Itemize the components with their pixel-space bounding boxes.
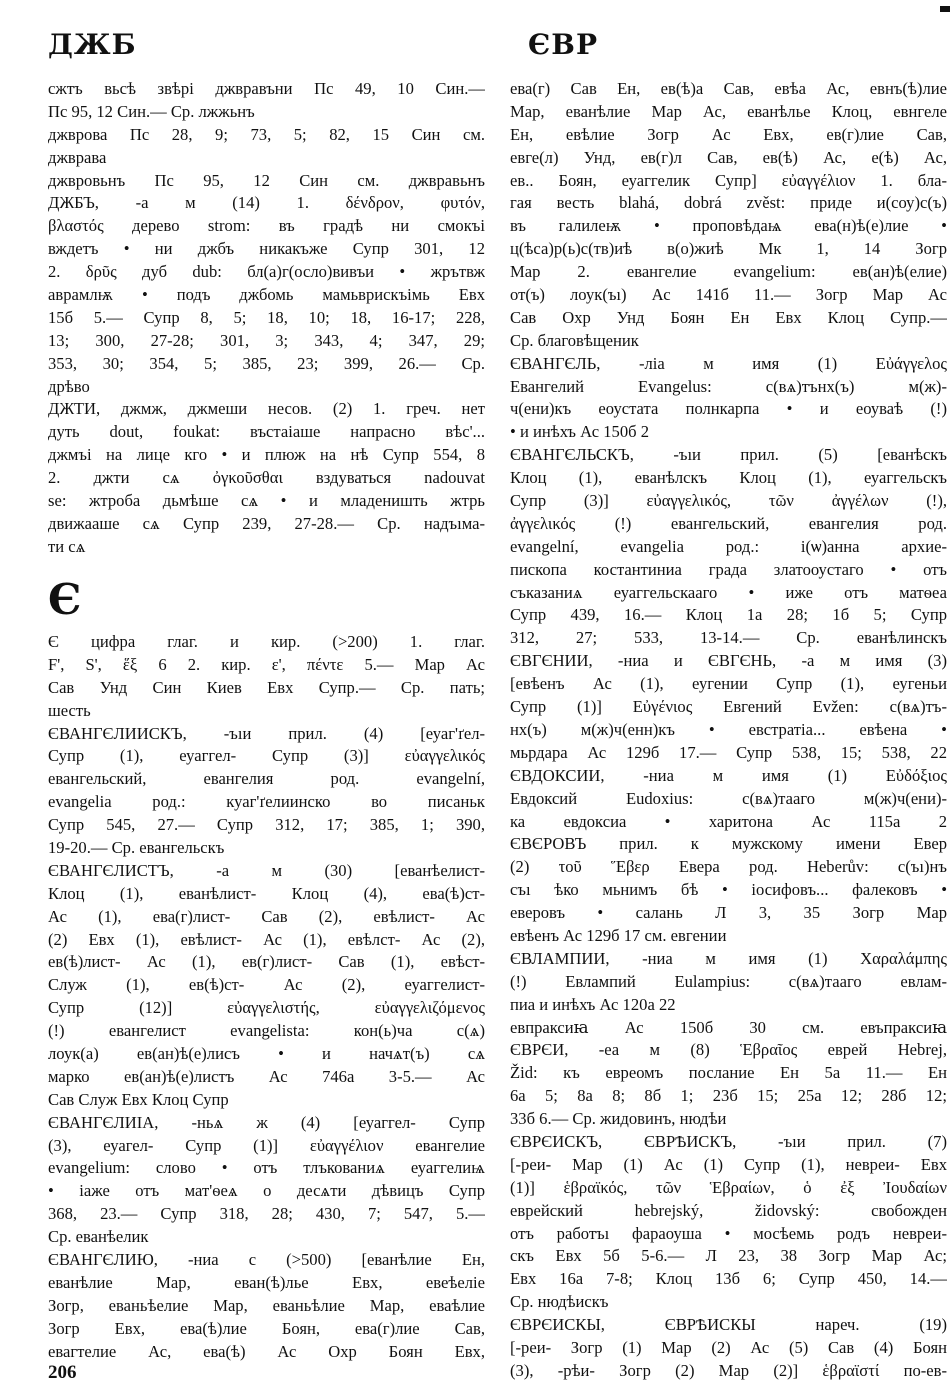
text-line: Є цифра глаг. и кир. (>200) 1. глаг. xyxy=(48,632,485,651)
text-line: [-реи- Зогр (1) Мар (2) Ас (5) Сав (4) Боян xyxy=(510,1337,947,1357)
text-line: евагтелие Ас, ева(ѣ) Ас Охр Боян Евх, xyxy=(48,1341,485,1361)
text-line: движааше сѧ Супр 239, 27-28.— Ср. надъıма- xyxy=(48,513,485,533)
text-line: Супр 439, 16.— Клоц 1а 28; 1б 5; Супр xyxy=(510,605,947,625)
text-line: Супр (3)] εὐαγγελικός, τῶν ἀγγέλων (!), xyxy=(510,491,947,511)
text-line: (!) Евлампий Eulampius: с(вѧ)тааго евлам- xyxy=(510,971,947,991)
text-line: ев.. Боян, еуаггелик Супр] εὐαγγέλιον 1. бла- xyxy=(510,170,947,190)
text-line: съı ѣко мьнимъ бѣ • іосифовъ... фалековъ • xyxy=(510,880,947,900)
text-line: вждетъ • ни джбъ никакъже Супр 301, 12 xyxy=(48,239,485,259)
text-line: Žid: къ евреомъ послание Ен 5а 11.— Ен xyxy=(510,1063,947,1083)
text-line: βλαστός дерево strom: въ градѣ ни смокъі xyxy=(48,216,485,236)
text-line: гая весть blahá, dobrá zvěst: приде и(соу)с(ъ) xyxy=(510,193,947,213)
corner-mark xyxy=(940,6,950,12)
text-line: • іаже отъ мат'ѳеѧ о десѧти дѣвицъ Супр xyxy=(48,1181,485,1201)
right-column xyxy=(510,78,947,1383)
text-line: ЄВЛАМПИИ, -ниа м имя (1) Χαραλάμπης xyxy=(510,948,947,968)
text-line: • и инѣхъ Ас 150б 2 xyxy=(510,422,650,442)
text-line: [евѣенъ Ас (1), еугении Супр (1), еугеньи xyxy=(510,674,947,694)
text-line: Ср. нюдѣискъ xyxy=(510,1292,609,1312)
text-line: Ас (1), ева(г)лист- Сав (2), евѣлист- Ас xyxy=(48,906,485,926)
text-line: ти сѧ xyxy=(48,536,86,556)
text-line: Супр (12)] εὐαγγελιστής, εὐαγγελιζόμενος xyxy=(48,998,485,1018)
text-line: Клоц (1), еванѣлскъ Клоц (1), еуаггельскъ xyxy=(510,468,947,488)
text-line: ЄВАНГЄЛЬСКЪ, -ъıи прил. (5) [еванѣскъ xyxy=(510,445,947,465)
text-line: ева(г) Сав Ен, ев(ѣ)а Сав, евѣа Ас, евнъ(ѣ)лие xyxy=(510,79,947,98)
text-line: ЄВРЄИСКЪ, ЄВРѢИСКЪ, -ъıи прил. (7) xyxy=(510,1131,947,1151)
text-line: сжтъ вьсѣ звѣрі джвравъни Пс 49, 10 Син.— xyxy=(48,79,485,98)
text-line: Евх 16а 7-8; Клоц 13б 6; Супр 450, 14.— xyxy=(510,1269,947,1289)
text-line: ЄВАНГЄЛИСТЪ, -а м (30) [еванѣелист- xyxy=(48,860,485,880)
text-line: евпраксиꙗ Ас 150б 30 см. евъпраксиꙗ xyxy=(510,1017,947,1037)
text-line: [-реи- Мар (1) Ас (1) Супр (1), невреи- Евх xyxy=(510,1154,947,1174)
text-line: Ен, евѣлие Зогр Ас Евх, ев(г)лие Сав, xyxy=(510,124,947,144)
text-line: (2) Евх (1), евѣлист- Ас (1), евѣлст- Ас (2), xyxy=(48,929,485,949)
text-line: (3), -рѣи- Зогр (2) Мар (2)] ἑβραϊστί по-ев- xyxy=(510,1360,947,1380)
text-line: evangelní, evangelia род.: і(ѡ)анна архие- xyxy=(510,536,947,556)
text-line: evangelia род.: куаг'ґелиинско во писаньк xyxy=(48,792,485,812)
text-line: въ галилеѭ • проповѣдаѩ ева(н)ѣ(е)лие • xyxy=(510,216,947,236)
text-line: evangelium: слово • отъ тлъкованиѧ еуаггелиѩ xyxy=(48,1158,485,1178)
text-line: еверовъ • салань Л 3, 35 Зогр Мар xyxy=(510,903,947,923)
text-line: ЄВРЄИСКЫ, ЄВРѢИСКЫ нареч. (19) xyxy=(510,1315,947,1335)
text-line: ев(ѣ)лист- Ас (1), ев(г)лист- Сав (1), евѣст- xyxy=(48,952,485,972)
text-line: джвровьнъ Пс 95, 12 Син см. джвравьнъ xyxy=(48,170,485,190)
text-line: (3), еуагел- Супр (1)] εὐαγγέλιον евангелие xyxy=(48,1135,485,1155)
left-column-top xyxy=(48,78,485,559)
text-line: ЄВДОКСИИ, -ниа м имя (1) Εὐδόξιος xyxy=(510,765,947,785)
text-line: ч(ени)къ еоустата полнкарпа • и еоуваѣ (!) xyxy=(510,399,947,419)
text-line: евѣенъ Ас 129б 17 см. евгении xyxy=(510,925,727,945)
text-line: 2. джти сѧ ὀγκοῦσθαι вздуваться nadouvat xyxy=(48,468,485,488)
text-line: Ср. еванѣелик xyxy=(48,1227,149,1247)
text-line: Евангелий Evangelus: с(вѧ)тънх(ъ) м(ж)- xyxy=(510,376,947,396)
text-line: евангельский, евангелия род. evangelní, xyxy=(48,769,485,789)
text-line: шесть xyxy=(48,700,91,720)
text-line: (2) τοῦ Ἕβερ Евера род. Heberův: с(ъı)нъ xyxy=(510,857,947,877)
text-line: 368, 23.— Супр 318, 28; 430, 7; 547, 5.— xyxy=(48,1204,485,1224)
text-line: ДЖТИ, джмж, джмеши несов. (2) 1. греч. нет xyxy=(48,399,485,419)
running-head-right: ЄВР xyxy=(528,28,598,61)
text-line: пиа и инѣхъ Ас 120а 22 xyxy=(510,994,676,1014)
text-line: 33б 6.— Ср. жидовинъ, нюдѣи xyxy=(510,1109,727,1129)
text-line: ЄВАНГЄЛЬ, -ліа м имя (1) Εὐάγγελος xyxy=(510,353,947,373)
text-line: джмъі на лице кго • и плюж на нѣ Супр 554, 8 xyxy=(48,445,485,465)
text-line: ЄВЄРОВЪ прил. к мужскому имени Евер xyxy=(510,834,947,854)
text-line: нх(ъ) м(ж)ч(енн)къ • евстратіа... евѣена • xyxy=(510,719,947,739)
text-line: 312, 27; 533, 13-14.— Ср. еванѣлинскъ xyxy=(510,628,947,648)
text-line: дуть dout, foukat: въстаіаше напрасно вѣс'... xyxy=(48,422,485,442)
text-line: (1)] ἑβραϊκός, τῶν Ἑβραίων, ὁ ἐξ Ἰουδαίων xyxy=(510,1177,947,1197)
text-line: ἀγγελικός (!) евангельский, евангелия род. xyxy=(510,513,947,533)
text-line: скъ Евх 5б 5-6.— Л 23, 38 Зогр Мар Ас; xyxy=(510,1246,947,1266)
text-line: Клоц (1), еванѣлист- Клоц (4), ева(ѣ)ст- xyxy=(48,883,485,903)
text-line: Ср. благовѣщеник xyxy=(510,330,639,350)
running-head-left: ДЖБ xyxy=(48,28,137,61)
text-line: 6а 5; 8а 8; 8б 1; 23б 15; 25а 12; 28б 12; xyxy=(510,1086,947,1106)
text-line: Зогр, еваньѣелие Мар, еваньѣлие Мар, еваѣлие xyxy=(48,1295,485,1315)
text-line: ЄВАНГЄЛИИСКЪ, -ъıи прил. (4) [еуаг'ґел- xyxy=(48,723,485,743)
text-line: 15б 5.— Супр 8, 5; 18, 10; 18, 16-17; 228, xyxy=(48,307,485,327)
text-line: Мар, еванѣлие Мар Ас, еванѣлье Клоц, евнгеле xyxy=(510,101,947,121)
text-line: ка евдоксиа • харитона Ас 115а 2 xyxy=(510,811,947,831)
text-line: Супр (1), еуаггел- Супр (3)] εὐαγγελικός xyxy=(48,746,485,766)
text-line: Евдоксий Eudoxius: с(вѧ)тааго м(ж)ч(ени)- xyxy=(510,788,947,808)
text-line: Супр (1)] Εὐγένιος Евгений Evžen: с(вѧ)тъ- xyxy=(510,697,947,717)
text-line: Зогр Евх, ева(ѣ)лие Боян, ева(г)лие Сав, xyxy=(48,1318,485,1338)
text-line: ЄВАНГЄЛИЮ, -ниа с (>500) [еванѣлие Ен, xyxy=(48,1250,485,1270)
text-line: Служ (1), ев(ѣ)ст- Ас (2), еуаггелист- xyxy=(48,975,485,995)
text-line: ЄВРЄИ, -еа м (8) Ἑβραῖος еврей Hebrej, xyxy=(510,1040,947,1060)
page-number: 206 xyxy=(48,1362,77,1383)
text-line: (!) евангелист evangelista: кон(ь)ча с(ѧ) xyxy=(48,1021,485,1041)
text-line: еванѣлие Мар, еван(ѣ)лье Евх, евеѣеліе xyxy=(48,1272,485,1292)
text-line: пископа костантиниа града златооустаго • отъ xyxy=(510,559,947,579)
text-line: джврава xyxy=(48,147,107,167)
left-column-bottom xyxy=(48,631,485,1364)
text-line: марко ев(ан)ѣ(е)листъ Ас 746а 3-5.— Ас xyxy=(48,1066,485,1086)
text-line: джврова Пс 28, 9; 73, 5; 82, 15 Син см. xyxy=(48,124,485,144)
text-line: мьрдара Ас 129б 17.— Супр 538, 15; 538, 22 xyxy=(510,742,947,762)
text-line: 13; 300, 27-28; 301, 3; 343, 4; 347, 29; xyxy=(48,330,485,350)
text-line: еврейский hebrejský, židovský: свобожден xyxy=(510,1200,947,1220)
text-line: Сав Унд Син Киев Евх Супр.— Ср. пать; xyxy=(48,677,485,697)
text-line: se: жтроба дьмѣше сѧ • и младеништь жтрь xyxy=(48,491,485,511)
text-line: Сав Охр Унд Боян Ен Евх Клоц Супр.— xyxy=(510,307,947,327)
text-line: Пс 95, 12 Син.— Ср. лжжьнъ xyxy=(48,101,255,121)
text-line: Супр 545, 27.— Супр 312, 17; 385, 1; 390, xyxy=(48,815,485,835)
text-line: 19-20.— Ср. евангельскъ xyxy=(48,838,225,858)
text-line: евге(л) Унд, ев(г)л Сав, ев(ѣ) Ас, е(ѣ) Ас, xyxy=(510,147,947,167)
text-line: F', S', ἕξ 6 2. кир. ε', πέντε 5.— Мар Ас xyxy=(48,654,485,674)
text-line: 353, 30; 354, 5; 385, 23; 399, 26.— Ср. xyxy=(48,353,485,373)
text-line: ц(ѣса)р(ь)с(тв)иѣ в(о)жиѣ Мк 1, 14 Зогр xyxy=(510,239,947,259)
text-line: отъ работъı фараоуша • мосѣемь родъ невреи- xyxy=(510,1223,947,1243)
text-line: съказаниѧ еуаггельскааго • иже отъ матѳеа xyxy=(510,582,947,602)
text-line: дрѣво xyxy=(48,376,90,396)
text-line: Сав Служ Евх Клоц Супр xyxy=(48,1089,229,1109)
text-line: аврамлѭ • подъ джбомь мамьврискъімь Евх xyxy=(48,285,485,305)
text-line: ЄВГЄНИИ, -ниа и ЄВГЄНЬ, -а м имя (3) xyxy=(510,651,947,671)
text-line: ЄВАНГЄЛИІА, -ньѧ ж (4) [еуаггел- Супр xyxy=(48,1112,485,1132)
text-line: 2. δρῦς дуб dub: бл(а)г(осло)вивъи • жрътвж xyxy=(48,262,485,282)
text-line: лоук(а) ев(ан)ѣ(е)лисъ • и начѧт(ъ) сѧ xyxy=(48,1044,485,1064)
section-letter-heading: Є xyxy=(48,575,82,624)
text-line: от(ъ) лоук(ъı) Ас 141б 11.— Зогр Мар Ас xyxy=(510,285,947,305)
text-line: Мар 2. евангелие evangelium: ев(ан)ѣ(елие) xyxy=(510,262,947,282)
text-line: ДЖБЪ, -а м (14) 1. δένδρον, φυτόν, xyxy=(48,193,485,213)
